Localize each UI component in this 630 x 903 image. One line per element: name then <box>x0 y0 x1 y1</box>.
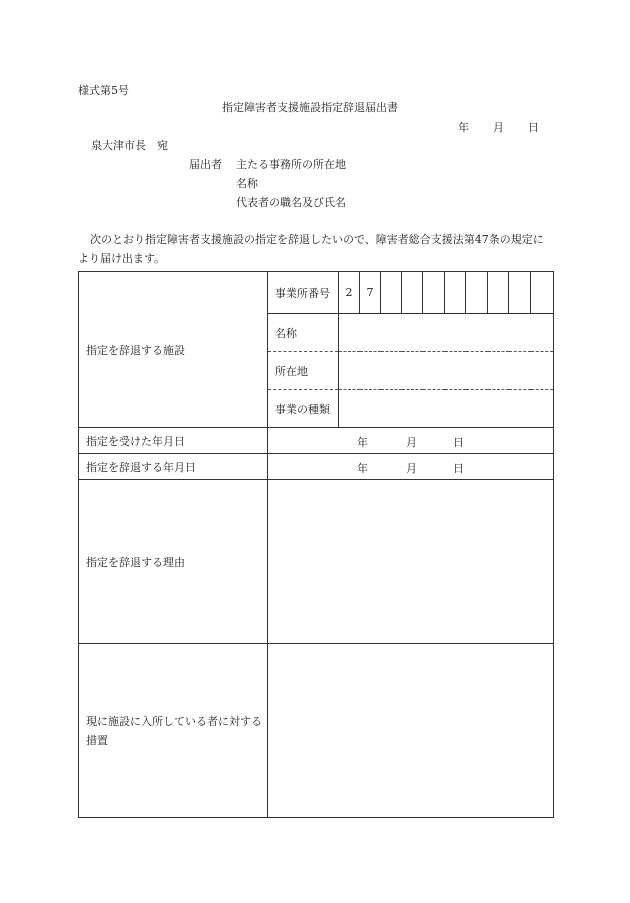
designated-date-row <box>79 428 554 454</box>
designated-date-year: 年 <box>357 435 368 449</box>
applicant-address-label: 主たる事務所の所在地 <box>236 158 346 171</box>
designated-date-day: 日 <box>453 435 464 449</box>
date-month: 月 <box>493 121 504 134</box>
withdrawal-date-day: 日 <box>453 461 464 475</box>
document-title: 指定障害者支援施設指定辞退届出書 <box>222 101 398 114</box>
withdrawal-date-label: 指定を辞退する年月日 <box>79 454 268 480</box>
office-number-digit-9[interactable] <box>509 272 531 314</box>
facility-label: 指定を辞退する施設 <box>79 272 268 428</box>
business-type-field[interactable] <box>339 390 554 428</box>
facility-name-label: 名称 <box>268 314 339 352</box>
withdrawal-form-table <box>78 271 554 818</box>
withdrawal-date-month: 月 <box>406 461 417 475</box>
business-type-label: 事業の種類 <box>268 390 339 428</box>
designated-date-month: 月 <box>406 435 417 449</box>
office-number-digit-7[interactable] <box>466 272 488 314</box>
measures-label: 現に施設に入所している者に対する措置 <box>79 644 268 818</box>
office-number-digit-4[interactable] <box>402 272 423 314</box>
office-number-digit-10[interactable] <box>531 272 554 314</box>
date-year: 年 <box>458 121 469 134</box>
withdrawal-date-field[interactable] <box>268 454 554 480</box>
measures-field[interactable] <box>268 644 554 818</box>
office-number-row <box>79 272 554 314</box>
measures-row <box>79 644 554 818</box>
office-number-digit-2[interactable]: 7 <box>360 272 381 314</box>
date-day: 日 <box>528 121 539 134</box>
office-number-digit-3[interactable] <box>381 272 402 314</box>
facility-location-label: 所在地 <box>268 352 339 390</box>
office-number-digit-8[interactable] <box>488 272 509 314</box>
office-number-digit-1[interactable]: 2 <box>339 272 360 314</box>
office-number-digit-5[interactable] <box>423 272 445 314</box>
facility-location-field[interactable] <box>339 352 554 390</box>
office-number-digit-6[interactable] <box>445 272 466 314</box>
designated-date-field[interactable] <box>268 428 554 454</box>
addressee: 泉大津市長 宛 <box>91 139 168 152</box>
applicant-name-label: 名称 <box>236 177 258 190</box>
office-number-label: 事業所番号 <box>268 272 339 314</box>
withdrawal-date-row <box>79 454 554 480</box>
applicant-label: 届出者 <box>189 158 222 171</box>
body-text: 次のとおり指定障害者支援施設の指定を辞退したいので、障害者総合支援法第47条の規定により届け出ます。 <box>78 233 544 265</box>
form-number: 様式第5号 <box>78 84 129 97</box>
facility-name-field[interactable] <box>339 314 554 352</box>
designated-date-label: 指定を受けた年月日 <box>79 428 268 454</box>
withdrawal-date-year: 年 <box>357 461 368 475</box>
reason-label: 指定を辞退する理由 <box>79 480 268 644</box>
reason-field[interactable] <box>268 480 554 644</box>
reason-row <box>79 480 554 644</box>
applicant-representative-label: 代表者の職名及び氏名 <box>236 196 346 209</box>
